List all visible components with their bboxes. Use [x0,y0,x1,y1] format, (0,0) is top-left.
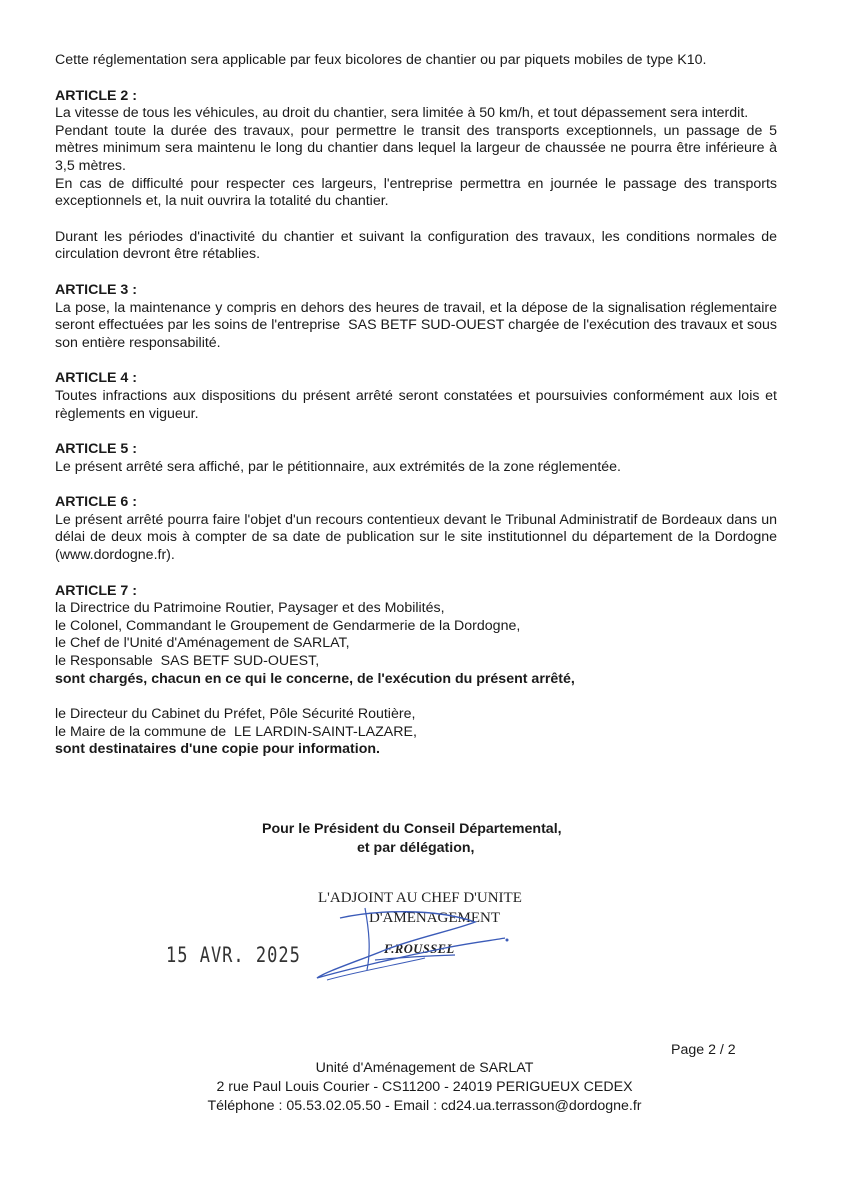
footer-address: 2 rue Paul Louis Courier - CS11200 - 24019 PERIGUEUX CEDEX [216,1079,633,1095]
delegation-line: et par délégation, [357,840,475,856]
article-paragraph: La pose, la maintenance y compris en dehors des heures de travail, et la dépose de la signalisation réglementaire seront effectuées par les soins de l'entreprise SAS BETF SUD-OUEST chargée de l'exécution des travaux et sous son entière responsabilité. [55,299,781,351]
article-7 [55,583,777,759]
footer [0,1059,849,1116]
article-heading: ARTICLE 4 : [55,370,137,387]
handwritten-signature [305,900,535,990]
stamp-title: L'ADJOINT AU CHEF D'UNITE [318,890,522,906]
recipient-line: la Directrice du Patrimoine Routier, Paysager et des Mobilités, [55,600,445,617]
article-heading: ARTICLE 5 : [55,441,137,458]
signatory-line: Pour le Président du Conseil Départemental, [262,821,562,837]
charged-statement: sont chargés, chacun en ce qui le concerne, de l'exécution du présent arrêté, [55,670,575,687]
article-4 [55,370,777,423]
signature-block [262,820,592,858]
intro-paragraph: Cette réglementation sera applicable par feux bicolores de chantier ou par piquets mobiles de type K10. [55,52,707,68]
article-paragraph: En cas de difficulté pour respecter ces largeurs, l'entreprise permettra en journée le passage des transports exceptionnels et, la nuit ouvrira la totalité du chantier. [55,175,777,210]
article-6 [55,494,777,564]
article-heading: ARTICLE 3 : [55,281,137,298]
stamp-subtitle: D'AMENAGEMENT [369,910,501,926]
article-heading: ARTICLE 6 : [55,494,137,511]
article-paragraph: Durant les périodes d'inactivité du chantier et suivant la configuration des travaux, les conditions normales de circulation devront être rétablies. [55,228,777,263]
recipients-statement: sont destinataires d'une copie pour information. [55,741,380,758]
document-body [55,52,781,759]
recipient-line: le Colonel, Commandant le Groupement de Gendarmerie de la Dordogne, [55,617,521,634]
page-number: Page 2 / 2 [671,1042,736,1058]
article-paragraph: Toutes infractions aux dispositions du présent arrêté seront constatées et poursuivies conformément aux lois et règlements en vigueur. [55,387,777,422]
article-heading: ARTICLE 2 : [55,87,137,104]
recipient-line: le Responsable SAS BETF SUD-OUEST, [55,653,320,670]
article-paragraph: Le présent arrêté sera affiché, par le pétitionnaire, aux extrémités de la zone réglementée. [55,458,621,475]
footer-unit: Unité d'Aménagement de SARLAT [315,1060,534,1076]
article-paragraph: Pendant toute la durée des travaux, pour permettre le transit des transports exceptionnels, un passage de 5 mètres minimum sera maintenu le long du chantier dans lequel la largeur de chaussée ne pourra être inférieure à 3,5 mètres. [55,122,777,174]
recipient-line: le Chef de l'Unité d'Aménagement de SARLAT, [55,635,350,652]
article-heading: ARTICLE 7 : [55,582,137,599]
stamp-name: F.ROUSSEL [384,942,455,956]
footer-contact: Téléphone : 05.53.02.05.50 - Email : cd24.ua.terrasson@dordogne.fr [207,1098,642,1114]
article-paragraph: La vitesse de tous les véhicules, au droit du chantier, sera limitée à 50 km/h, et tout dépassement sera interdit. [55,105,749,122]
article-2 [55,88,777,264]
date-stamp: 15 AVR. 2025 [166,943,301,968]
article-paragraph: Le présent arrêté pourra faire l'objet d'un recours contentieux devant le Tribunal Administratif de Bordeaux dans un délai de deux mois à compter de sa date de publication sur le site institutionnel du département de la Dordogne (www.dordogne.fr). [55,511,777,564]
article-5 [55,441,777,476]
article-3 [55,281,781,352]
recipient-line: le Maire de la commune de LE LARDIN-SAINT-LAZARE, [55,723,417,740]
recipient-line: le Directeur du Cabinet du Préfet, Pôle Sécurité Routière, [55,706,416,723]
